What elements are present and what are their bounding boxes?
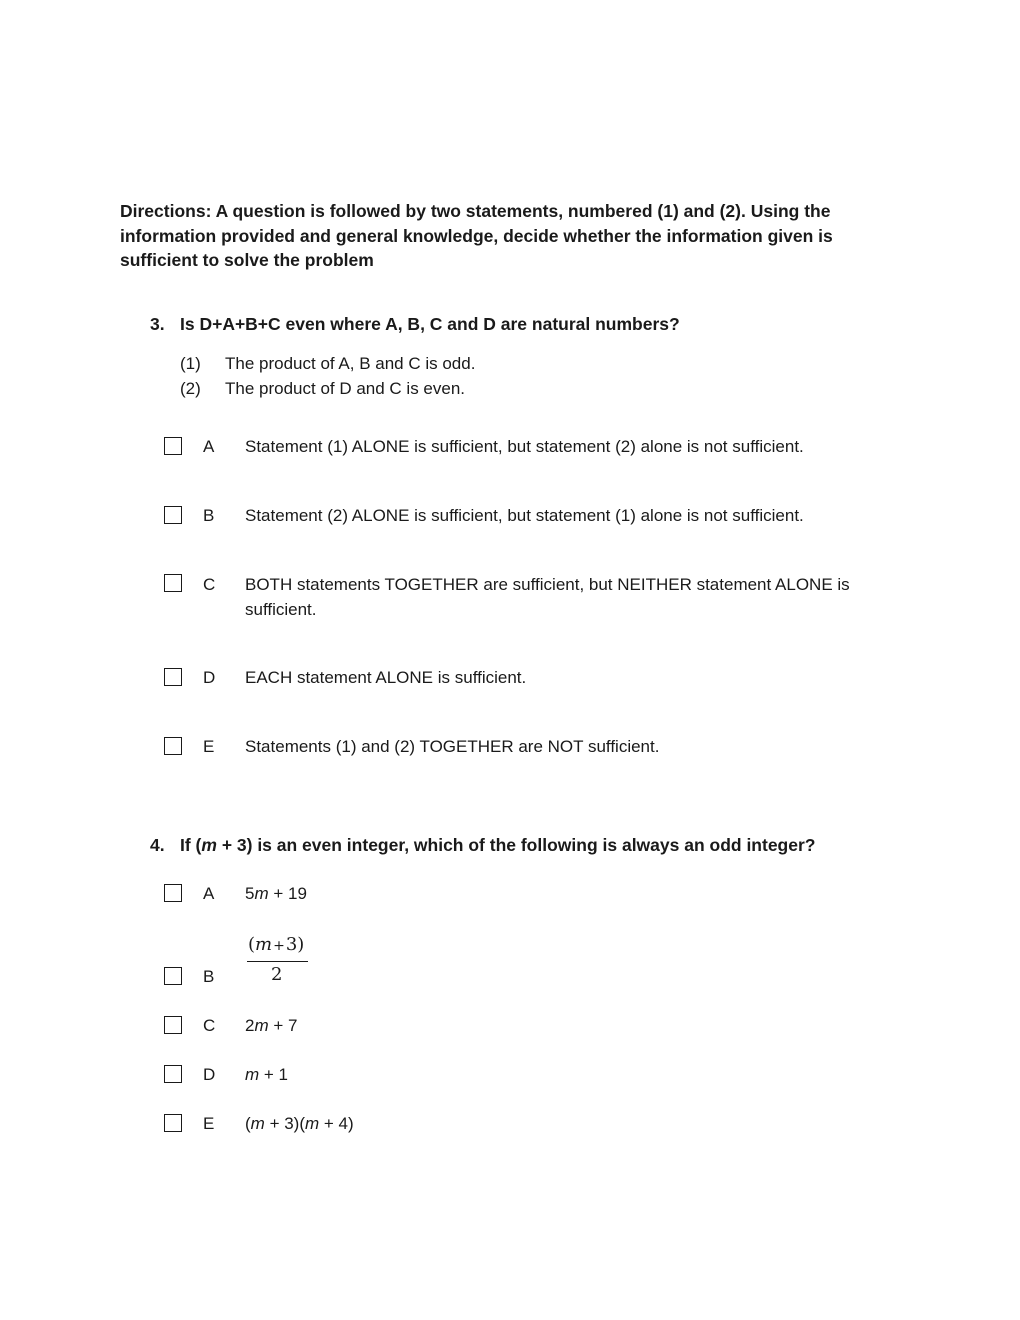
- q4-b-denominator: 2: [271, 964, 283, 985]
- q4-e-variable-1: m: [250, 1114, 265, 1133]
- q4-option-b-letter: B: [203, 967, 215, 986]
- q3-option-b-letter: B: [203, 506, 215, 525]
- q3-option-b-text: Statement (2) ALONE is sufficient, but statement (1) alone is not sufficient.: [245, 506, 804, 525]
- q4-option-e-expression: [245, 1112, 354, 1137]
- q3-option-b-checkbox[interactable]: [164, 506, 182, 524]
- q4-e-end: + 4): [319, 1114, 354, 1133]
- q4-c-coefficient: 2: [245, 1016, 255, 1035]
- q4-b-plus: +: [273, 938, 285, 954]
- question-4-number: 4.: [150, 835, 165, 855]
- q4-c-constant: + 7: [268, 1016, 298, 1035]
- q4-a-variable: m: [254, 884, 269, 903]
- q4-b-fraction-bar: [247, 961, 308, 962]
- statement-2-text: The product of D and C is even.: [225, 379, 466, 398]
- statement-1-number: (1): [180, 354, 201, 373]
- q4-b-three: 3: [285, 934, 298, 955]
- q4-b-variable: m: [255, 934, 273, 955]
- q4-c-variable: m: [254, 1016, 269, 1035]
- q4-option-e-checkbox[interactable]: [164, 1114, 182, 1132]
- q3-option-c-checkbox[interactable]: [164, 574, 182, 592]
- q3-option-e-checkbox[interactable]: [164, 737, 182, 755]
- q4-option-e-letter: E: [203, 1114, 215, 1133]
- q4-e-variable-2: m: [305, 1114, 320, 1133]
- q3-option-a-checkbox[interactable]: [164, 437, 182, 455]
- q4-text-variable: m: [201, 835, 217, 855]
- q4-a-coefficient: 5: [245, 884, 255, 903]
- q3-option-a-text: Statement (1) ALONE is sufficient, but statement (2) alone is not sufficient.: [245, 437, 804, 456]
- q4-option-d-checkbox[interactable]: [164, 1065, 182, 1083]
- q4-b-close-paren: ): [297, 934, 305, 955]
- q4-option-a-checkbox[interactable]: [164, 884, 182, 902]
- q3-option-e-text: Statements (1) and (2) TOGETHER are NOT sufficient.: [245, 737, 660, 756]
- q4-b-numerator: [248, 934, 304, 955]
- q3-option-a-letter: A: [203, 437, 215, 456]
- q4-e-paren-open: (: [245, 1114, 251, 1133]
- question-3-number: 3.: [150, 314, 165, 334]
- q4-a-constant: + 19: [268, 884, 307, 903]
- q4-b-open-paren: (: [248, 934, 256, 955]
- statement-1-text: The product of A, B and C is odd.: [225, 354, 476, 373]
- question-3-text: Is D+A+B+C even where A, B, C and D are natural numbers?: [180, 314, 680, 334]
- q4-d-constant: + 1: [259, 1065, 289, 1084]
- q4-text-suffix: + 3) is an even integer, which of the following is always an odd integer?: [216, 835, 816, 855]
- q3-option-d-text: EACH statement ALONE is sufficient.: [245, 668, 527, 687]
- q4-option-d-letter: D: [203, 1065, 216, 1084]
- directions-text: Directions: A question is followed by two statements, numbered (1) and (2). Using the information provided and general knowledge, decide whether the information given is sufficient to solve the problem: [120, 201, 833, 270]
- q4-d-variable: m: [245, 1065, 260, 1084]
- q3-option-e-letter: E: [203, 737, 215, 756]
- q3-option-c-text: BOTH statements TOGETHER are sufficient, but NEITHER statement ALONE is sufficient.: [245, 575, 850, 619]
- q4-option-c-checkbox[interactable]: [164, 1016, 182, 1034]
- q3-option-c-letter: C: [203, 575, 216, 594]
- q4-option-d-expression: [245, 1063, 288, 1088]
- q4-option-c-letter: C: [203, 1016, 216, 1035]
- statement-2-number: (2): [180, 379, 201, 398]
- question-4-text: [180, 835, 815, 856]
- q4-option-c-expression: [245, 1014, 297, 1039]
- q3-option-d-checkbox[interactable]: [164, 668, 182, 686]
- q4-option-a-expression: [245, 882, 307, 907]
- q4-e-middle: + 3)(: [264, 1114, 305, 1133]
- q4-option-b-checkbox[interactable]: [164, 967, 182, 985]
- q4-option-a-letter: A: [203, 884, 215, 903]
- q4-text-prefix: If (: [180, 835, 202, 855]
- q3-option-d-letter: D: [203, 668, 216, 687]
